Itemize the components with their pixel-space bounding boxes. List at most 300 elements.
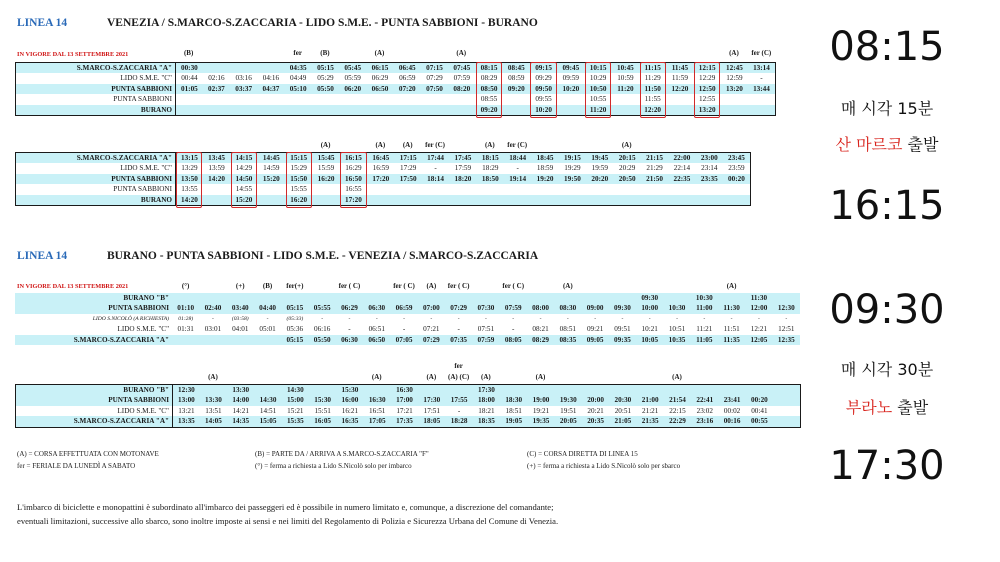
- departure-time: [422, 195, 449, 206]
- departure-time: 09:00: [581, 303, 608, 313]
- departure-time: [666, 94, 693, 104]
- inbound-line-number: LINEA 14: [17, 250, 68, 262]
- departure-time: (03:58): [227, 314, 254, 324]
- departure-time: 05:50: [309, 335, 336, 345]
- legend-degree: (°) = ferma a richiesta a Lido S.Nicolò solo per imbarco: [255, 462, 412, 470]
- departure-time: 12:59: [721, 73, 748, 83]
- legend-plus: (+) = ferma a richiesta a Lido S.Nicolò solo per sbarco: [527, 462, 681, 470]
- departure-time: 15:35: [282, 416, 309, 427]
- service-mark: (A): [535, 373, 546, 381]
- departure-time: [614, 184, 641, 194]
- departure-time: -: [390, 324, 417, 334]
- departure-time: 05:50: [312, 84, 339, 94]
- departure-time: 14:15: [230, 153, 257, 164]
- departure-time: 18:21: [473, 406, 500, 416]
- service-mark: [584, 48, 611, 58]
- departure-time: -: [445, 324, 472, 334]
- departure-time: 07:59: [472, 335, 499, 345]
- departure-time: [696, 195, 723, 206]
- service-mark: [227, 372, 254, 382]
- departure-time: 19:00: [527, 395, 554, 405]
- departure-time: 21:05: [609, 416, 636, 427]
- departure-time: 01:31: [172, 324, 199, 334]
- departure-time: 03:40: [227, 303, 254, 313]
- departure-time: 14:05: [200, 416, 227, 427]
- departure-time: 07:15: [421, 63, 448, 74]
- departure-time: 23:02: [691, 406, 718, 416]
- side-place-san-marco: 산 마르코: [835, 135, 903, 154]
- departure-time: 18:14: [422, 174, 449, 184]
- departure-time: 10:45: [612, 63, 639, 74]
- timetable-row: [16, 395, 801, 405]
- departure-time: 18:51: [500, 406, 527, 416]
- departure-time: [395, 184, 422, 194]
- service-mark: [390, 361, 417, 371]
- departure-time: 21:50: [641, 174, 668, 184]
- departure-time: 04:49: [285, 73, 312, 83]
- departure-time: 10:50: [584, 84, 611, 94]
- service-mark: (A): [402, 141, 413, 149]
- departure-time: 20:00: [582, 395, 609, 405]
- service-mark: [172, 372, 199, 382]
- departure-time: [172, 335, 199, 345]
- departure-time: -: [336, 314, 363, 324]
- departure-time: [199, 335, 226, 345]
- departure-time: -: [500, 324, 527, 334]
- departure-time: [176, 94, 203, 104]
- departure-time: 07:51: [472, 324, 499, 334]
- departure-time: 19:14: [504, 174, 531, 184]
- departure-time: 15:50: [285, 174, 312, 184]
- departure-time: [641, 184, 668, 194]
- service-mark: [254, 361, 281, 371]
- departure-time: 09:50: [530, 84, 557, 94]
- timetable-outbound-morning: [15, 62, 776, 116]
- departure-time: [586, 184, 613, 194]
- departure-time: 21:29: [641, 163, 668, 173]
- service-mark: fer(+): [286, 282, 304, 290]
- departure-time: 14:20: [176, 195, 203, 206]
- departure-time: 11:05: [691, 335, 718, 345]
- service-mark: (+): [235, 282, 245, 290]
- departure-time: [449, 195, 476, 206]
- departure-time: 16:20: [312, 174, 339, 184]
- departure-time: 08:35: [554, 335, 581, 345]
- service-mark: fer (C): [507, 141, 528, 149]
- departure-time: 20:29: [614, 163, 641, 173]
- departure-time: 17:15: [395, 153, 422, 164]
- departure-time: [721, 94, 748, 104]
- departure-time: 05:01: [254, 324, 281, 334]
- departure-time: 09:35: [609, 335, 636, 345]
- departure-time: [227, 293, 254, 303]
- departure-time: [748, 105, 775, 116]
- service-mark: (A): [621, 141, 632, 149]
- departure-time: 17:51: [418, 406, 445, 416]
- departure-time: 06:30: [363, 303, 390, 313]
- departure-time: 04:35: [285, 63, 312, 74]
- departure-time: [721, 105, 748, 116]
- service-mark: [723, 140, 751, 150]
- departure-time: -: [581, 314, 608, 324]
- departure-time: 23:45: [723, 153, 750, 164]
- departure-time: -: [199, 314, 226, 324]
- departure-time: [418, 385, 445, 396]
- timetable-row: [15, 303, 800, 313]
- departure-time: 17:20: [367, 174, 394, 184]
- departure-time: 23:41: [718, 395, 745, 405]
- service-mark: [527, 281, 554, 291]
- departure-time: 12:05: [745, 335, 772, 345]
- service-mark: [609, 361, 636, 371]
- departure-time: [614, 195, 641, 206]
- departure-time: [230, 63, 257, 74]
- service-mark: [773, 361, 800, 371]
- departure-time: 10:29: [584, 73, 611, 83]
- departure-time: [285, 94, 312, 104]
- departure-time: 20:51: [609, 406, 636, 416]
- service-mark: [693, 48, 720, 58]
- departure-time: 13:55: [176, 184, 203, 194]
- departure-time: [366, 94, 393, 104]
- departure-time: -: [636, 314, 663, 324]
- service-mark: [175, 140, 202, 150]
- departure-time: 08:30: [554, 303, 581, 313]
- departure-time: 19:59: [586, 163, 613, 173]
- departure-time: [612, 105, 639, 116]
- departure-time: 11:15: [639, 63, 666, 74]
- departure-time: 22:29: [664, 416, 691, 427]
- stop-name: BURANO: [16, 105, 176, 116]
- departure-time: 15:30: [309, 395, 336, 405]
- departure-time: 10:05: [636, 335, 663, 345]
- service-mark: [257, 140, 284, 150]
- departure-time: 05:10: [285, 84, 312, 94]
- departure-time: 10:21: [636, 324, 663, 334]
- departure-time: 16:55: [340, 184, 367, 194]
- service-mark: [609, 281, 636, 291]
- departure-time: [200, 385, 227, 396]
- departure-time: 09:30: [609, 303, 636, 313]
- departure-time: [609, 293, 636, 303]
- timetable-row: [16, 153, 751, 164]
- timetable-row: [16, 63, 776, 74]
- departure-time: [367, 184, 394, 194]
- departure-time: 10:51: [663, 324, 690, 334]
- departure-time: [366, 105, 393, 116]
- departure-time: 15:51: [309, 406, 336, 416]
- departure-time: 22:00: [668, 153, 695, 164]
- t4-marks-top: [172, 361, 800, 371]
- departure-time: 17:05: [364, 416, 391, 427]
- departure-time: 15:05: [254, 416, 281, 427]
- departure-time: 18:28: [445, 416, 472, 427]
- service-mark: [254, 372, 281, 382]
- departure-time: -: [718, 314, 745, 324]
- departure-time: 12:00: [745, 303, 772, 313]
- departure-time: 16:20: [285, 195, 312, 206]
- service-mark: [636, 361, 663, 371]
- departure-time: 19:05: [500, 416, 527, 427]
- departure-time: 03:37: [230, 84, 257, 94]
- departure-time: [367, 195, 394, 206]
- departure-time: 02:16: [203, 73, 230, 83]
- departure-time: [339, 105, 366, 116]
- departure-time: 16:30: [391, 385, 418, 396]
- departure-time: 09:21: [581, 324, 608, 334]
- bicycle-note: [17, 501, 797, 528]
- departure-time: [394, 94, 421, 104]
- departure-time: 00:16: [718, 416, 745, 427]
- service-mark: (A): [726, 282, 737, 290]
- service-mark: [257, 48, 284, 58]
- departure-time: [312, 94, 339, 104]
- stop-name: S.MARCO-S.ZACCARIA "A": [16, 153, 176, 164]
- departure-time: 13:35: [173, 416, 200, 427]
- side-every-15: 매 시각 15분: [840, 99, 934, 118]
- departure-time: [363, 293, 390, 303]
- departure-time: 12:15: [694, 63, 721, 74]
- departure-time: 08:29: [527, 335, 554, 345]
- departure-time: 13:44: [748, 84, 775, 94]
- departure-time: 13:14: [748, 63, 775, 74]
- service-mark: fer ( C): [393, 282, 415, 290]
- service-mark: [281, 372, 308, 382]
- departure-time: 15:00: [282, 395, 309, 405]
- departure-time: [254, 385, 281, 396]
- departure-time: 18:44: [504, 153, 531, 164]
- departure-time: 18:35: [473, 416, 500, 427]
- departure-time: [723, 184, 750, 194]
- service-mark: [339, 48, 366, 58]
- service-mark: (A) (C): [448, 373, 470, 381]
- departure-time: 07:35: [445, 335, 472, 345]
- departure-time: 17:35: [391, 416, 418, 427]
- service-mark: [529, 48, 556, 58]
- service-mark: [581, 361, 608, 371]
- departure-time: [312, 195, 339, 206]
- departure-time: -: [309, 314, 336, 324]
- departure-time: 20:20: [586, 174, 613, 184]
- departure-time: [445, 385, 472, 396]
- stop-name: LIDO S.M.E. "C": [16, 406, 173, 416]
- departure-time: [309, 293, 336, 303]
- departure-time: -: [472, 314, 499, 324]
- departure-time: 12:35: [773, 335, 800, 345]
- departure-time: 04:40: [254, 303, 281, 313]
- departure-time: 05:15: [281, 303, 308, 313]
- departure-time: 14:30: [282, 385, 309, 396]
- service-mark: [691, 361, 718, 371]
- departure-time: 15:45: [312, 153, 339, 164]
- departure-time: 14:55: [230, 184, 257, 194]
- departure-time: 16:15: [340, 153, 367, 164]
- departure-time: 05:45: [339, 63, 366, 74]
- departure-time: [203, 94, 230, 104]
- departure-time: 17:55: [445, 395, 472, 405]
- departure-time: 18:29: [477, 163, 504, 173]
- service-mark: (A): [320, 141, 331, 149]
- departure-time: [559, 184, 586, 194]
- departure-time: 19:35: [527, 416, 554, 427]
- departure-time: [257, 94, 284, 104]
- departure-time: [364, 385, 391, 396]
- service-mark: [691, 372, 718, 382]
- departure-time: -: [445, 314, 472, 324]
- departure-time: 09:05: [581, 335, 608, 345]
- timetable-row: [16, 416, 801, 427]
- departure-time: 09:59: [557, 73, 584, 83]
- departure-time: 16:45: [367, 153, 394, 164]
- departure-time: 20:50: [614, 174, 641, 184]
- timetable-row: [16, 163, 751, 173]
- service-mark: [230, 140, 257, 150]
- service-mark: [581, 281, 608, 291]
- service-mark: [418, 361, 445, 371]
- departure-time: [723, 195, 750, 206]
- service-mark: [500, 372, 527, 382]
- departure-time: 10:15: [584, 63, 611, 74]
- departure-time: 15:29: [285, 163, 312, 173]
- departure-time: 21:15: [641, 153, 668, 164]
- departure-time: 17:45: [449, 153, 476, 164]
- service-mark: [745, 372, 772, 382]
- departure-time: 15:55: [285, 184, 312, 194]
- timetable-row: [16, 195, 751, 206]
- departure-time: [773, 293, 800, 303]
- departure-time: [500, 293, 527, 303]
- departure-time: 11:35: [718, 335, 745, 345]
- departure-time: [395, 195, 422, 206]
- departure-time: 19:45: [586, 153, 613, 164]
- departure-time: 06:20: [339, 84, 366, 94]
- departure-time: 04:37: [257, 84, 284, 94]
- outbound-route-title: VENEZIA / S.MARCO-S.ZACCARIA - LIDO S.M.E. - PUNTA SABBIONI - BURANO: [107, 17, 538, 29]
- service-mark: [202, 48, 229, 58]
- departure-time: 00:44: [176, 73, 203, 83]
- departure-time: 14:29: [230, 163, 257, 173]
- departure-time: 10:00: [636, 303, 663, 313]
- timetable-inbound-morning: [15, 293, 800, 345]
- departure-time: 23:14: [696, 163, 723, 173]
- departure-time: 14:00: [227, 395, 254, 405]
- service-mark: [745, 281, 772, 291]
- departure-time: 15:20: [258, 174, 285, 184]
- departure-time: 17:50: [395, 174, 422, 184]
- stop-name: S.MARCO-S.ZACCARIA "A": [16, 416, 173, 427]
- departure-time: 05:29: [312, 73, 339, 83]
- departure-time: 20:35: [582, 416, 609, 427]
- departure-time: [773, 385, 800, 396]
- departure-time: [394, 105, 421, 116]
- departure-time: 08:59: [503, 73, 530, 83]
- departure-time: 10:20: [557, 84, 584, 94]
- service-mark: [639, 48, 666, 58]
- departure-time: 06:16: [309, 324, 336, 334]
- departure-time: 18:45: [531, 153, 558, 164]
- departure-time: 11:00: [691, 303, 718, 313]
- departure-time: 08:50: [475, 84, 502, 94]
- departure-time: [203, 184, 230, 194]
- service-mark: (A): [484, 141, 495, 149]
- service-mark: (A): [729, 49, 739, 57]
- departure-time: [309, 385, 336, 396]
- departure-time: 07:30: [472, 303, 499, 313]
- departure-time: [176, 105, 203, 116]
- timetable-row: [16, 94, 776, 104]
- departure-time: 07:05: [390, 335, 417, 345]
- service-mark: (A): [562, 282, 573, 290]
- departure-time: 04:01: [227, 324, 254, 334]
- departure-time: 23:35: [696, 174, 723, 184]
- departure-time: [581, 293, 608, 303]
- stop-name: LIDO S.M.E. "C": [16, 73, 176, 83]
- departure-time: 10:55: [584, 94, 611, 104]
- departure-time: [557, 94, 584, 104]
- departure-time: 13:30: [200, 395, 227, 405]
- departure-time: [336, 293, 363, 303]
- side-time-1: 08:15: [829, 24, 945, 70]
- departure-time: 07:29: [418, 335, 445, 345]
- departure-time: 13:20: [694, 105, 721, 116]
- stop-name: S.MARCO-S.ZACCARIA "A": [15, 335, 172, 345]
- departure-time: 05:59: [339, 73, 366, 83]
- departure-time: [285, 105, 312, 116]
- departure-time: 09:51: [609, 324, 636, 334]
- departure-time: [559, 195, 586, 206]
- service-mark: [663, 281, 690, 291]
- departure-time: [696, 184, 723, 194]
- departure-time: [718, 385, 745, 396]
- service-mark: [586, 140, 613, 150]
- departure-time: [418, 293, 445, 303]
- service-mark: [339, 140, 366, 150]
- departure-time: 18:30: [500, 395, 527, 405]
- service-mark: [554, 361, 581, 371]
- departure-time: 20:21: [582, 406, 609, 416]
- departure-time: 05:55: [309, 303, 336, 313]
- departure-time: 22:14: [668, 163, 695, 173]
- departure-time: 09:29: [530, 73, 557, 83]
- departure-time: 06:59: [390, 303, 417, 313]
- departure-time: 05:36: [281, 324, 308, 334]
- stop-name: LIDO S.NICOLÒ (A RICHIESTA): [15, 314, 172, 324]
- departure-time: 08:05: [500, 335, 527, 345]
- departure-time: -: [748, 73, 775, 83]
- departure-time: 13:51: [200, 406, 227, 416]
- departure-time: [254, 293, 281, 303]
- departure-time: 10:35: [663, 335, 690, 345]
- service-mark: [230, 48, 257, 58]
- departure-time: 06:50: [363, 335, 390, 345]
- departure-time: 21:21: [637, 406, 664, 416]
- departure-time: 13:29: [176, 163, 203, 173]
- departure-time: 16:00: [336, 395, 363, 405]
- departure-time: 13:20: [721, 84, 748, 94]
- departure-time: 00:02: [718, 406, 745, 416]
- departure-time: 06:51: [363, 324, 390, 334]
- service-mark: (A): [375, 141, 386, 149]
- departure-time: 19:15: [559, 153, 586, 164]
- service-mark: (A): [456, 49, 467, 57]
- departure-time: 12:30: [173, 385, 200, 396]
- service-mark: [554, 372, 581, 382]
- departure-time: 10:30: [663, 303, 690, 313]
- departure-time: 12:29: [694, 73, 721, 83]
- stop-name: BURANO: [16, 195, 176, 206]
- departure-time: [500, 385, 527, 396]
- departure-time: [281, 293, 308, 303]
